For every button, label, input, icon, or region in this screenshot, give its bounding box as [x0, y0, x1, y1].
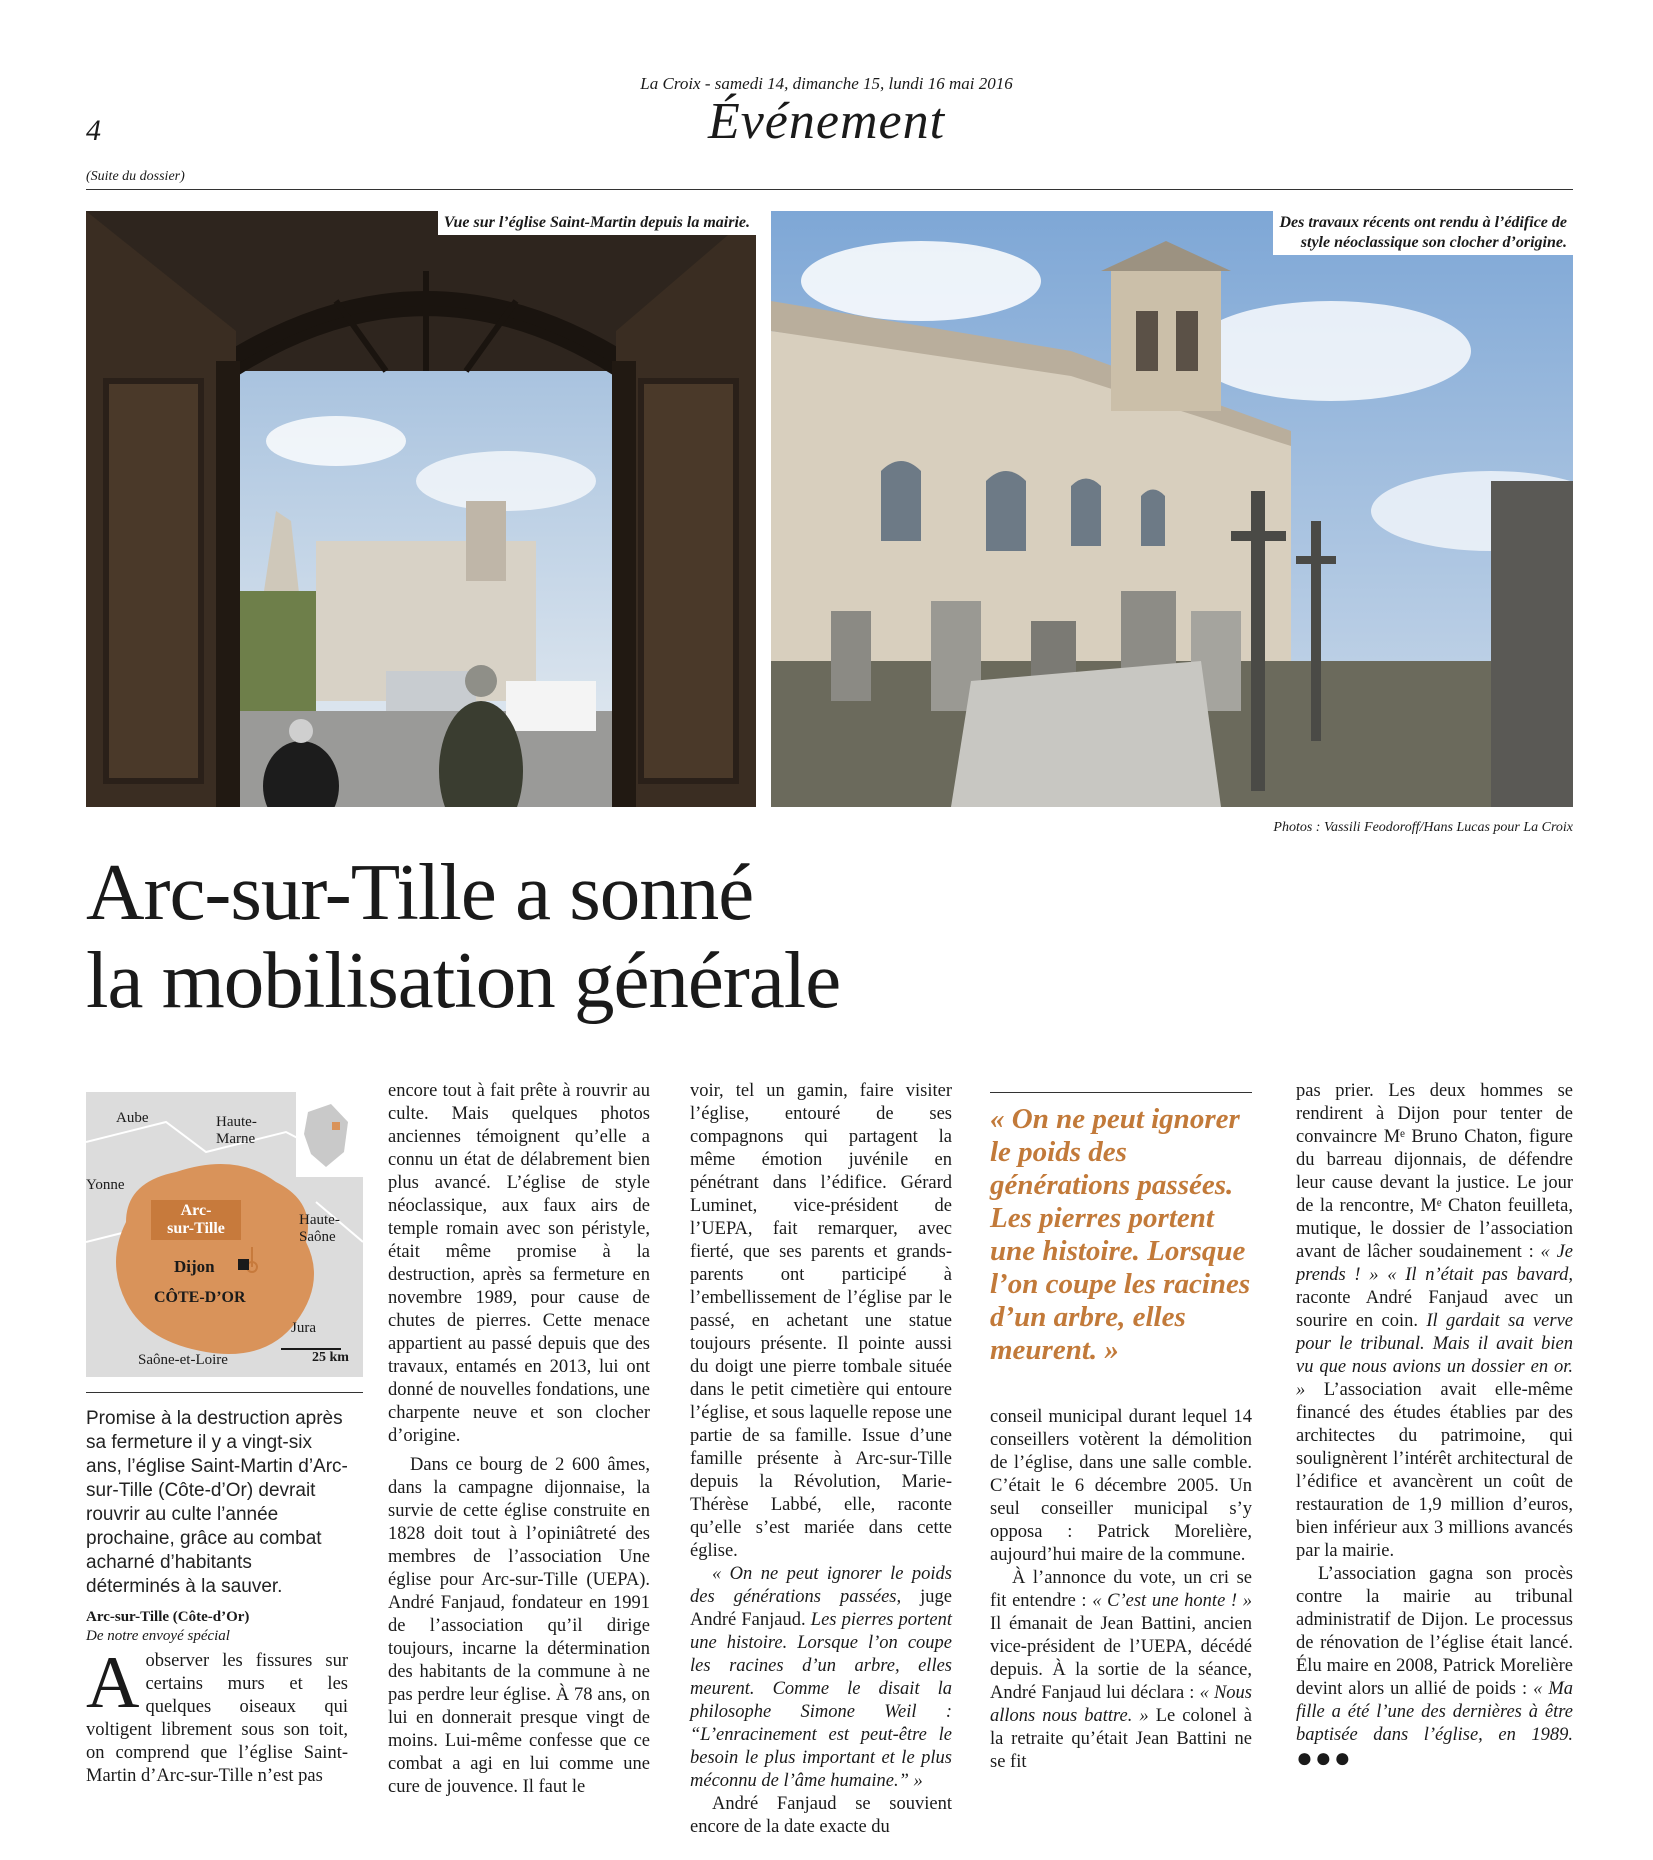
col4-para2-c: Il émanait de Jean Battini, ancien vice-président de l’UEPA, décédé depuis. À la sortie de la séance, André Fanjaud lui déclara :: [990, 1614, 1252, 1703]
photo-caption-right-line1: Des travaux récents ont rendu à l’édifice de: [1279, 214, 1567, 231]
col4-para2-a: À l’annonce du vote, un cri se fit entendre :: [990, 1568, 1252, 1611]
col5-para2-a: L’association gagna son procès contre la mairie au tribunal administratif de Dijon. Le processus de rénovation de l’église était lancé. Élu maire en 2008, Patrick Morelière devint alors un allié de poids :: [1296, 1564, 1573, 1699]
pullquote-rule: [990, 1092, 1252, 1093]
col3-para2-attrib: juge André Fanjaud.: [690, 1587, 952, 1630]
article-col2: [388, 1080, 650, 1799]
article-col4: [990, 1406, 1252, 1774]
article-col3: [690, 1080, 952, 1839]
map-rule: [86, 1392, 363, 1393]
col3-para1: voir, tel un gamin, faire visiter l’église, entouré de ses compagnons qui partagent la même émotion juvénile en pénétrant dans l’édifice. Gérard Luminet, vice-président de l’UEPA, fait remarquer, avec fierté, que ses parents et grands-parents ont participé à l’embellissement de l’église par le passé, en achetant une statue toujours présente. Il pointe aussi du doigt une pierre tombale située dans le petit cimetière qui entoure l’église, et sous laquelle repose une partie de sa famille. Issue d’une famille présente à Arc-sur-Tille depuis la Révolution, Marie-Thérèse Labbé, elle, raconte qu’elle s’est mariée dans cette église.: [690, 1081, 952, 1561]
map-label-haute-saone-2: Saône: [299, 1229, 336, 1245]
article-col1: [86, 1642, 348, 1788]
map-label-haute-saone: [299, 1212, 340, 1246]
map-label-yonne: Yonne: [86, 1177, 125, 1193]
section-title: Événement: [707, 93, 946, 150]
map-scale: 25 km: [312, 1350, 349, 1365]
map-label-haute-saone-1: Haute-: [299, 1212, 340, 1228]
col4-para2-b: « C’est une honte ! »: [1092, 1591, 1252, 1611]
headline: [86, 848, 840, 1024]
col4-para1: conseil municipal durant lequel 14 conseillers votèrent la démolition de l’église, dans une salle comble. C’était le 6 décembre 2005. Un seul conseiller municipal s’y opposa : Patrick Morelière, aujourd’hui maire de la commune.: [990, 1407, 1252, 1565]
map-label-aube: Aube: [116, 1110, 149, 1126]
pullquote: « On ne peut ignorer le poids des générations passées. Les pierres portent une histoire. Lorsque l’on coupe les racines d’un arbre, elles meurent. »: [990, 1103, 1251, 1366]
col5-para1: [1296, 1080, 1573, 1563]
map-label-jura: Jura: [291, 1320, 316, 1336]
header-rule: [86, 189, 1573, 190]
photo-credit: Photos : Vassili Feodoroff/Hans Lucas pour La Croix: [1273, 820, 1573, 835]
col4-para2-d: « Nous allons nous battre. »: [990, 1683, 1252, 1726]
col3-para2-quote-b: Les pierres portent une histoire. Lorsque l’on coupe les racines d’un arbre, elles meurent. Comme le disait la philosophe Simone Weil : “L’enracinement est peut-être le besoin le plus important et le plus méconnu de l’âme humaine.” »: [690, 1610, 952, 1791]
headline-line1: Arc-sur-Tille a sonné: [86, 847, 754, 937]
dateline: [86, 1608, 348, 1646]
article-col5: [1296, 1080, 1573, 1774]
map-label-cote-dor: CÔTE-D’OR: [154, 1289, 246, 1306]
photo-caption-right-line2: style néoclassique son clocher d’origine.: [1300, 234, 1567, 251]
map-label-haute-marne-2: Marne: [216, 1131, 256, 1147]
headline-line2: la mobilisation générale: [86, 935, 841, 1025]
col3-para2-quote-a: « On ne peut ignorer le poids des générations passées,: [690, 1564, 952, 1607]
dateline-place: Arc-sur-Tille (Côte-d’Or): [86, 1609, 250, 1625]
dateline-byline: De notre envoyé spécial: [86, 1628, 230, 1644]
col3-para3: André Fanjaud se souvient encore de la date exacte du: [690, 1794, 952, 1837]
map-label-haute-marne-1: Haute-: [216, 1114, 257, 1130]
col1-para1: observer les fissures sur certains murs et les quelques oiseaux qui voltigent librement sous son toit, on comprend que l’église Saint-Martin d’Arc-sur-Tille n’est pas: [86, 1651, 348, 1786]
map-label-arc-1: Arc-: [180, 1202, 212, 1219]
map-label-arc-2: sur-Tille: [167, 1220, 225, 1237]
continued-label: (Suite du dossier): [86, 169, 185, 184]
map-label-saone-et-loire: Saône-et-Loire: [138, 1352, 228, 1368]
locator-map: [86, 1092, 363, 1377]
lede: Promise à la destruction après sa fermeture il y a vingt-six ans, l’église Saint-Martin d’Arc-sur-Tille (Côte-d’Or) devrait rouvrir au culte l’année prochaine, grâce au combat acharné d’habitants déterminés à la sauver.: [86, 1408, 348, 1597]
dropcap: A: [86, 1642, 140, 1724]
col5-para1-e: L’association avait elle-même financé des études établies par des architectes du patrimoine, qui soulignèrent l’intérêt architectural de l’édifice et avancèrent un coût de restauration de 1,9 million d’euros, bien inférieur aux 3 millions avancés par la mairie.: [1296, 1380, 1573, 1561]
col5-para1-b: « Je prends ! » « Il n’était pas bavard,: [1296, 1242, 1573, 1285]
photo-church-image: [771, 211, 1573, 807]
col5-para1-c: raconte André Fanjaud avec un sourire en coin.: [1296, 1288, 1573, 1331]
photo-caption-right: [1273, 211, 1573, 255]
col4-para2: [990, 1567, 1252, 1774]
col3-para2: [690, 1563, 952, 1793]
col5-para1-a: pas prier. Les deux hommes se rendirent à Dijon pour tenter de convaincre Mᵉ Bruno Chaton, figure du barreau dijonnais, de défendre leur cause devant la justice. Le jour de la rencontre, Mᵉ Chaton feuilleta, mutique, le dossier de l’association avant de lâcher soudainement :: [1296, 1081, 1573, 1262]
col2-para2: Dans ce bourg de 2 600 âmes, dans la campagne dijonnaise, la survie de cette église construite en 1828 doit tout à l’opiniâtreté des membres de l’association Une église pour Arc-sur-Tille (UEPA). André Fanjaud, fondateur en 1991 de l’association qu’il dirige toujours, incarne la détermination des habitants de la commune à ne pas perdre leur église. À 78 ans, on lui en donnerait presque vingt de moins. Lui-même confesse que ce combat a agi en lui comme une cure de jouvence. Il faut le: [388, 1455, 650, 1797]
map-label-dijon: Dijon: [174, 1257, 215, 1276]
map-label-arc-sur-tille: [151, 1200, 241, 1240]
page-number: 4: [86, 114, 101, 147]
col5-para2: [1296, 1563, 1573, 1774]
map-label-haute-marne: [216, 1114, 257, 1148]
col5-para1-d: Il gardait sa verve pour le tribunal. Mais il avait bien vu que nous avions un dossier en or. »: [1296, 1311, 1573, 1400]
col2-para1: encore tout à fait prête à rouvrir au culte. Mais quelques photos anciennes témoignent qu’elle a connu un état de délabrement bien plus avancé. L’église de style néoclassique, aux faux airs de temple romain avec son péristyle, était même promise à la destruction, après sa fermeture en novembre 1989, pour cause de chutes de pierres. Cette menace appartient au passé depuis que des travaux, entamés en 2013, lui ont donné de nouvelles fondations, une charpente neuve et son clocher d’origine.: [388, 1081, 650, 1446]
col5-para2-b: « Ma fille a été l’une des dernières à être baptisée dans l’église, en 1989.: [1296, 1679, 1573, 1745]
photo-caption-left: Vue sur l’église Saint-Martin depuis la mairie.: [438, 211, 756, 235]
photo-doorway-image: [86, 211, 756, 807]
continued-marker: ●●●: [1296, 1743, 1353, 1774]
photo-doorway: [86, 211, 756, 807]
masthead: La Croix - samedi 14, dimanche 15, lundi 16 mai 2016: [640, 74, 1013, 93]
col4-para2-e: Le colonel à la retraite qu’était Jean Battini ne se fit: [990, 1706, 1252, 1772]
photo-church: [771, 211, 1573, 807]
